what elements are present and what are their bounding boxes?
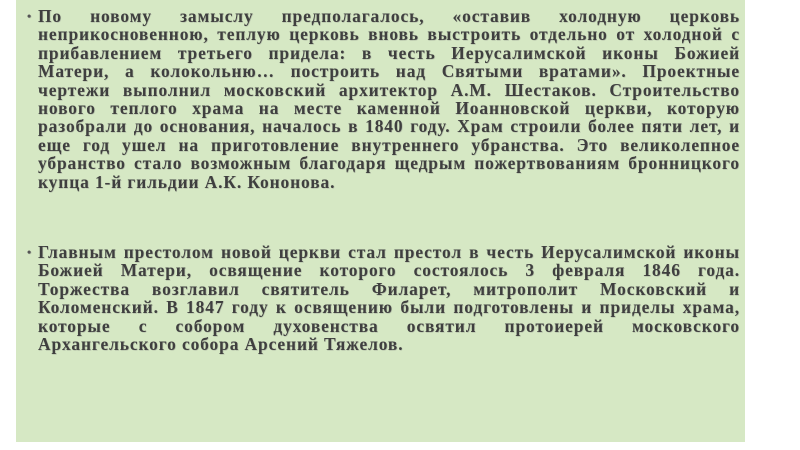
content-panel — [16, 0, 745, 442]
bullet-icon: • — [27, 9, 33, 23]
paragraph-1 — [28, 7, 740, 191]
bullet-icon: • — [27, 245, 33, 259]
paragraph-2-text: Главным престолом новой церкви стал престол в честь Иерусалимской иконы Божией Матери, освящение которого состоялось 3 февраля 1846 года. Торжества возглавил святитель Филарет, митрополит Московский и Коломенский. В 1847 году к освящению были подготовлены и приделы храма, которые с собором духовенства освятил протоиерей московского Архангельского собора Арсений Тяжелов. — [38, 242, 740, 355]
paragraph-2 — [28, 243, 740, 353]
paragraph-1-text: По новому замыслу предполагалось, «оставив холодную церковь неприкосновенною, теплую церковь вновь выстроить отдельно от холодной с прибавлением третьего придела: в честь Иерусалимской иконы Божией Матери, а колокольню… построить над Святыми вратами». Проектные чертежи выполнил московский архитектор А.М. Шестаков. Строительство нового теплого храма на месте каменной Иоанновской церкви, которую разобрали до основания, началось в 1840 году. Храм строили более пяти лет, и еще год ушел на приготовление внутреннего убранства. Это великолепное убранство стало возможным благодаря щедрым пожертвованиям бронницкого купца 1-й гильдии А.К. Кононова. — [38, 6, 740, 192]
